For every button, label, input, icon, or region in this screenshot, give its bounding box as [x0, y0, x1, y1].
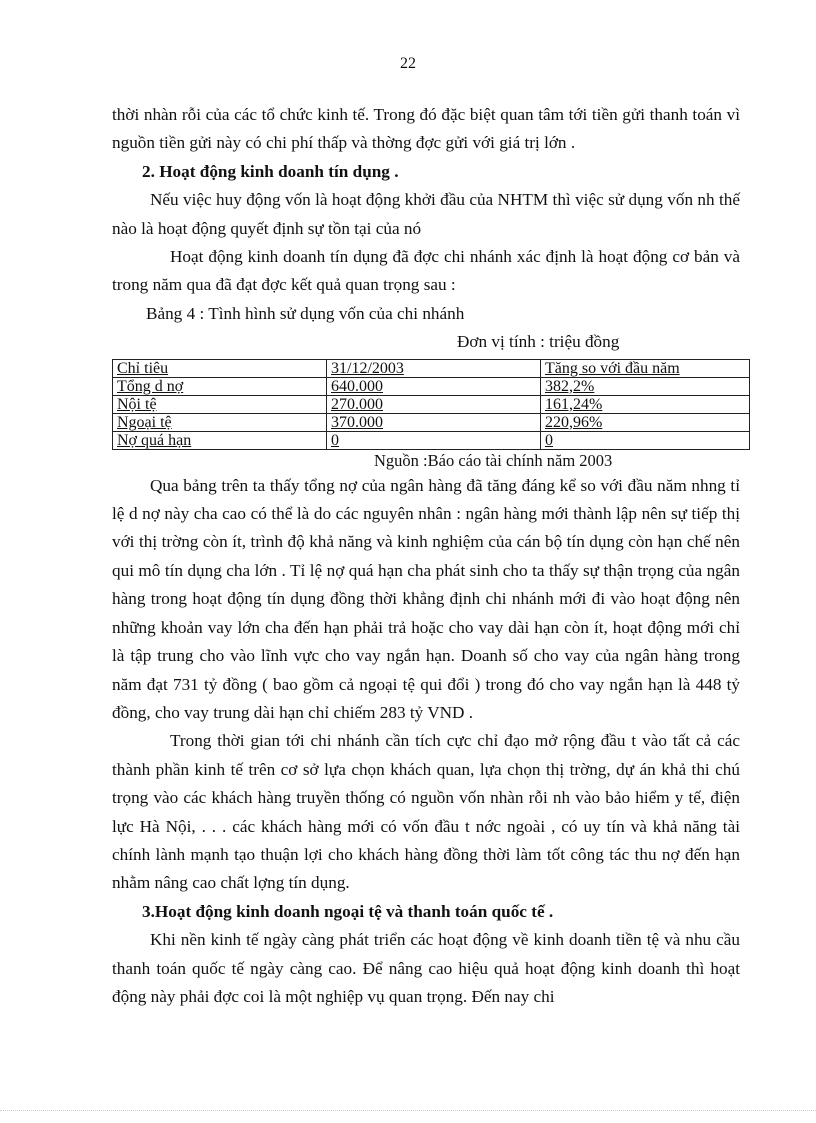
table-cell: 270.000 — [327, 395, 541, 413]
page-bottom-rule — [0, 1110, 816, 1111]
table-caption: Bảng 4 : Tình hình sử dụng vốn của chi nhánh — [146, 303, 465, 323]
page-number: 22 — [400, 55, 416, 72]
capital-usage-table — [112, 359, 750, 450]
table-cell: Tổng d nợ — [113, 377, 327, 395]
table-row — [113, 413, 750, 431]
table-cell: 0 — [327, 431, 541, 449]
table-cell: 640.000 — [327, 377, 541, 395]
table-header-cell: 31/12/2003 — [327, 359, 541, 377]
table-cell: 161,24% — [541, 395, 750, 413]
table-row — [113, 377, 750, 395]
section-heading-2: 2. Hoạt động kinh doanh tín dụng . — [142, 161, 399, 181]
paragraph-3: Hoạt động kinh doanh tín dụng đã đợc chi nhánh xác định là hoạt động cơ bản và trong năm qua đã đạt đợc kết quả quan trọng sau : — [112, 247, 740, 295]
document-body — [112, 101, 740, 1011]
table-cell: 382,2% — [541, 377, 750, 395]
table-row — [113, 431, 750, 449]
table-cell: 370.000 — [327, 413, 541, 431]
table-cell: 220,96% — [541, 413, 750, 431]
table-row — [113, 395, 750, 413]
table-cell: Ngoại tệ — [113, 413, 327, 431]
table-unit: Đơn vị tính : triệu đồng — [457, 332, 620, 352]
section-heading-3: 3.Hoạt động kinh doanh ngoại tệ và thanh toán quốc tế . — [142, 901, 554, 921]
table-header-row — [113, 359, 750, 377]
paragraph-4: Qua bảng trên ta thấy tổng nợ của ngân hàng đã tăng đáng kể so với đầu năm nhng tỉ lệ d nợ này cha cao có thể là do các nguyên nhân : ngân hàng mới thành lập nên sự tiếp thị với thị trờng còn ít, trình độ khả năng và kinh nghiệm của cán bộ tín dụng còn hạn chế nên qui mô tín dụng cha lớn . Tỉ lệ nợ quá hạn cha phát sinh cho ta thấy sự thận trọng của ngân hàng trong hoạt động tín dụng đồng thời khẳng định chi nhánh mới đi vào hoạt động nên những khoản vay lớn cha đến hạn phải trả hoặc cho vay dài hạn còn ít, hoạt động mới chỉ là tập trung cho vào lĩnh vực cho vay ngắn hạn. Doanh số cho vay của ngân hàng trong năm đạt 731 tỷ đồng ( bao gồm cả ngoại tệ qui đổi ) trong đó cho vay ngắn hạn là 448 tỷ đồng, cho vay trung dài hạn chỉ chiếm 283 tỷ VND . — [112, 475, 740, 722]
table-header-cell: Tăng so với đầu năm — [541, 359, 750, 377]
table-cell: 0 — [541, 431, 750, 449]
table-header-cell: Chỉ tiêu — [113, 359, 327, 377]
paragraph-2: Nếu việc huy động vốn là hoạt động khởi đầu của NHTM thì việc sử dụng vốn nh thế nào là hoạt động quyết định sự tồn tại của nó — [112, 190, 740, 238]
paragraph-5: Trong thời gian tới chi nhánh cần tích cực chỉ đạo mở rộng đầu t vào tất cả các thành phần kinh tế trên cơ sở lựa chọn khách quan, lựa chọn thị trờng, dự án khả thi chú trọng vào các khách hàng truyền thống có nguồn vốn nhàn rỗi nh vào bảo hiểm y tế, điện lực Hà Nội, . . . các khách hàng mới có vốn đầu t nớc ngoài , có uy tín và khả năng tài chính lành mạnh tạo thuận lợi cho khách hàng đồng thời làm tốt công tác thu nợ đến hạn nhằm nâng cao chất lợng tín dụng. — [112, 731, 740, 893]
table-cell: Nợ quá hạn — [113, 431, 327, 449]
table-source: Nguồn :Báo cáo tài chính năm 2003 — [374, 450, 613, 470]
paragraph-1: thời nhàn rỗi của các tổ chức kinh tế. Trong đó đặc biệt quan tâm tới tiền gửi thanh toán vì nguồn tiền gửi này có chi phí thấp và thờng đợc gửi với giá trị lớn . — [112, 105, 740, 153]
paragraph-6: Khi nền kinh tế ngày càng phát triển các hoạt động về kinh doanh tiền tệ và nhu cầu thanh toán quốc tế ngày càng cao. Để nâng cao hiệu quả hoạt động kinh doanh thì hoạt động này phải đợc coi là một nghiệp vụ quan trọng. Đến nay chi — [112, 930, 740, 1006]
table-cell: Nội tệ — [113, 395, 327, 413]
